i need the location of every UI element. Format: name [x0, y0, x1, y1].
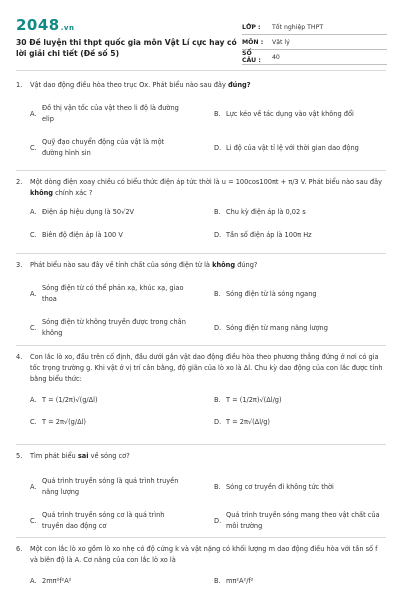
option-text: 2mπ²f²A²	[42, 577, 72, 585]
question-1	[16, 80, 386, 161]
question-emphasis: không	[212, 261, 236, 269]
question-4	[16, 352, 386, 429]
meta-label: MÔN :	[242, 38, 264, 46]
option-text: Sóng cơ truyền đi không tức thời	[226, 483, 334, 491]
option-b[interactable]	[214, 395, 390, 406]
question-number: 6.	[16, 545, 23, 553]
option-d[interactable]	[214, 510, 390, 532]
answer-options	[30, 91, 386, 161]
option-c[interactable]	[30, 317, 205, 339]
question-divider	[16, 444, 386, 445]
option-text: Biên độ điện áp là 100 V	[42, 231, 123, 239]
meta-value: Vật lý	[272, 38, 290, 46]
question-divider	[16, 170, 386, 171]
question-5	[16, 451, 386, 534]
option-d[interactable]	[214, 143, 390, 154]
option-letter: D.	[214, 418, 222, 426]
option-letter: A.	[30, 482, 37, 491]
option-letter: D.	[214, 324, 222, 332]
logo-text: 2048	[16, 16, 60, 34]
option-text: Quá trình truyền sóng là quá trình truyền năng lượng	[42, 477, 179, 496]
logo-suffix: .vn	[60, 24, 75, 32]
document-header	[16, 10, 386, 64]
option-text: T = (1/2π)√(g/Δl)	[42, 396, 98, 404]
header-divider	[16, 70, 386, 71]
option-letter: A.	[30, 289, 37, 298]
question-text	[30, 451, 386, 462]
document-meta	[242, 20, 387, 65]
question-text: Một con lắc lò xo gồm lò xo nhẹ có độ cứng k và vật nặng có khối lượng m dao động điều hòa với tần số f và biên độ là A. Cơ năng của con lắc lò xo là	[30, 545, 378, 564]
option-letter: A.	[30, 577, 37, 585]
question-divider	[16, 537, 386, 538]
option-letter: B.	[214, 577, 221, 585]
option-letter: D.	[214, 231, 222, 239]
option-letter: A.	[30, 109, 37, 118]
option-d[interactable]	[214, 230, 390, 241]
meta-value: Tốt nghiệp THPT	[272, 23, 324, 31]
meta-row-subject	[242, 35, 387, 50]
option-d[interactable]	[214, 323, 390, 334]
option-b[interactable]	[214, 576, 390, 587]
option-text: T = 2π√(Δl/g)	[226, 418, 271, 426]
option-text: Quá trình truyền sóng cơ là quá trình truyền dao động cơ	[42, 511, 165, 530]
meta-label: LỚP :	[242, 23, 261, 31]
question-text-part: chính xác ?	[53, 189, 93, 197]
question-text	[30, 80, 386, 91]
option-letter: C.	[30, 418, 37, 426]
option-c[interactable]	[30, 137, 205, 159]
meta-label: SỐ CÂU :	[242, 50, 261, 64]
answer-options	[30, 199, 386, 243]
site-logo[interactable]	[16, 16, 74, 34]
answer-options	[30, 462, 386, 534]
option-a[interactable]	[30, 476, 205, 498]
option-c[interactable]	[30, 230, 205, 241]
question-text	[30, 177, 386, 199]
question-divider	[16, 345, 386, 346]
option-d[interactable]	[214, 417, 390, 428]
option-b[interactable]	[214, 207, 390, 218]
option-text: Chu kỳ điện áp là 0,02 s	[226, 208, 306, 216]
option-letter: D.	[214, 516, 222, 525]
option-text: T = 2π√(g/Δl)	[42, 418, 87, 426]
question-number: 1.	[16, 81, 23, 89]
option-b[interactable]	[214, 289, 390, 300]
option-text: Quá trình truyền sóng mang theo vật chất của môi trường	[226, 511, 380, 530]
option-c[interactable]	[30, 510, 205, 532]
option-text: Sóng điện từ là sóng ngang	[226, 290, 317, 298]
question-text-part: Vật dao động điều hòa theo trục Ox. Phát biểu nào sau đây	[30, 81, 228, 89]
option-b[interactable]	[214, 109, 390, 120]
option-text: mπ²A²/f²	[226, 577, 254, 585]
document-title: 30 Đề luyện thi thpt quốc gia môn Vật Lí cực hay có lời giải chi tiết (Đề số 5)	[16, 38, 237, 58]
question-text: Con lắc lò xo, đầu trên cố định, đầu dưới gắn vật dao động điều hòa theo phương thẳng đứng ở nơi có gia tốc trọng trường g. Khi vật ở vị trí cân bằng, độ giãn của lò xo là Δl. Chu kỳ dao động của con lắc được tính bằng biểu thức:	[30, 353, 383, 383]
question-3	[16, 260, 386, 343]
option-text: Tần số điện áp là 100π Hz	[226, 231, 312, 239]
question-number: 3.	[16, 261, 23, 269]
question-text-part: Phát biểu nào sau đây về tính chất của sóng điện từ là	[30, 261, 213, 269]
question-emphasis: sai	[77, 452, 89, 460]
question-number: 2.	[16, 178, 23, 186]
answer-options	[30, 271, 386, 343]
meta-row-class	[242, 20, 387, 35]
option-text: Sóng điện từ có thể phản xạ, khúc xạ, giao thoa	[42, 284, 184, 303]
question-emphasis: không	[30, 189, 54, 197]
option-letter: B.	[214, 110, 221, 118]
option-letter: A.	[30, 396, 37, 404]
option-letter: B.	[214, 483, 221, 491]
answer-options	[30, 566, 386, 596]
option-letter: A.	[30, 208, 37, 216]
question-text-part: Tìm phát biểu	[30, 452, 78, 460]
question-text	[30, 260, 386, 271]
option-c[interactable]	[30, 417, 205, 428]
option-text: T = (1/2π)√(Δl/g)	[226, 396, 282, 404]
option-text: Sóng điện từ mang năng lượng	[226, 324, 328, 332]
question-6	[16, 544, 386, 596]
option-letter: C.	[30, 323, 37, 332]
option-text: Đồ thị vận tốc của vật theo li độ là đường elip	[42, 104, 179, 123]
option-text: Quỹ đạo chuyển động của vật là một đường hình sin	[42, 138, 165, 157]
option-letter: C.	[30, 516, 37, 525]
option-letter: D.	[214, 144, 222, 152]
question-number: 5.	[16, 452, 23, 460]
option-a[interactable]	[30, 576, 205, 587]
option-letter: B.	[214, 290, 221, 298]
meta-row-count	[242, 50, 387, 65]
option-a[interactable]	[30, 395, 205, 406]
question-emphasis: đúng?	[227, 81, 251, 89]
meta-value: 40	[272, 53, 280, 61]
option-letter: B.	[214, 208, 221, 216]
question-2	[16, 177, 386, 243]
option-b[interactable]	[214, 482, 390, 493]
option-letter: C.	[30, 231, 37, 239]
option-a[interactable]	[30, 283, 205, 305]
option-text: Li độ của vật tỉ lệ với thời gian dao động	[226, 144, 359, 152]
option-text: Sóng điện từ không truyền được trong chân không	[42, 318, 186, 337]
option-letter: B.	[214, 396, 221, 404]
option-text: Điện áp hiệu dụng là 50√2V	[42, 208, 135, 216]
question-number: 4.	[16, 353, 23, 361]
question-text-part: Một dòng điện xoay chiều có biểu thức điện áp tức thời là u = 100cos100πt + π/3 V. Phát biểu nào sau đây	[30, 178, 383, 186]
option-letter: C.	[30, 143, 37, 152]
question-text-part: về sóng cơ?	[88, 452, 130, 460]
question-text-part: đúng?	[235, 261, 258, 269]
option-text: Lực kéo về tác dụng vào vật không đổi	[226, 110, 354, 118]
answer-options	[30, 385, 386, 429]
option-a[interactable]	[30, 103, 205, 125]
question-divider	[16, 253, 386, 254]
option-a[interactable]	[30, 207, 205, 218]
